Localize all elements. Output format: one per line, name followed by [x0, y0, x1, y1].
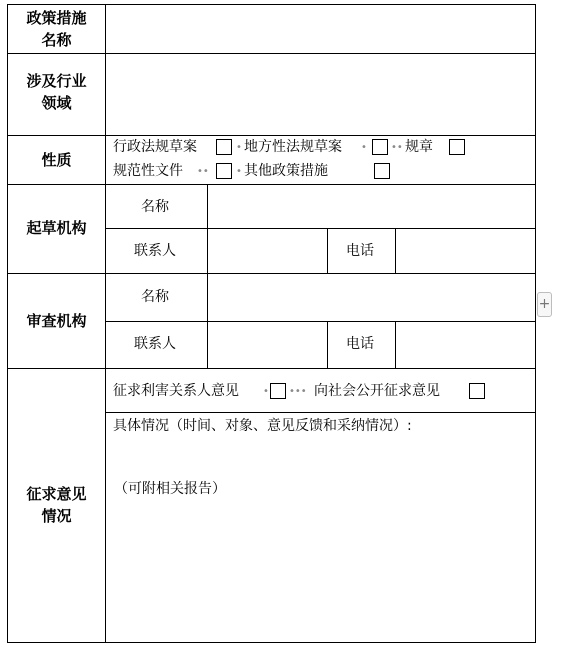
review-org-name-field[interactable] — [208, 274, 535, 321]
format-mark: • — [263, 386, 269, 397]
rules-checkbox[interactable] — [449, 139, 465, 155]
drafting-org-phone-field[interactable] — [396, 229, 535, 273]
admin-regulation-draft-checkbox[interactable] — [216, 139, 232, 155]
phone-label-left-divider — [327, 321, 328, 368]
row-divider — [7, 368, 536, 369]
public-consultation-checkbox[interactable] — [469, 383, 485, 399]
format-mark: • — [236, 166, 242, 177]
review-org-label: 审查机构 — [26, 312, 87, 330]
phone-label-left-divider — [327, 228, 328, 273]
consultation-option-stakeholders: 征求利害关系人意见 — [113, 383, 239, 399]
nature-option-local-regulation-draft: 地方性法规草案 — [244, 139, 342, 155]
drafting-org-name-field[interactable] — [208, 185, 535, 228]
consultation-option-public: 向社会公开征求意见 — [314, 383, 440, 399]
consultation-attachment-note: （可附相关报告） — [114, 481, 226, 497]
add-row-button[interactable]: + — [537, 292, 552, 317]
format-mark: •• — [197, 166, 209, 177]
format-mark: • — [236, 142, 242, 153]
review-org-phone-field[interactable] — [396, 322, 535, 368]
review-org-name-label: 名称 — [141, 289, 169, 305]
review-org-contact-label: 联系人 — [134, 336, 176, 352]
policy-name-field[interactable] — [106, 5, 535, 53]
consultation-details-label: 具体情况（时间、对象、意见反馈和采纳情况）: — [113, 418, 412, 434]
drafting-org-phone-label: 电话 — [346, 243, 374, 259]
review-org-contact-field[interactable] — [208, 322, 327, 368]
review-org-phone-label: 电话 — [346, 336, 374, 352]
table-border-bottom — [7, 642, 536, 643]
nature-option-normative-document: 规范性文件 — [113, 163, 183, 179]
stakeholders-checkbox[interactable] — [270, 383, 286, 399]
nature-label: 性质 — [41, 151, 72, 169]
other-policy-checkbox[interactable] — [374, 163, 390, 179]
industry-field[interactable] — [106, 54, 535, 135]
drafting-org-label: 起草机构 — [26, 219, 87, 237]
table-border-right — [535, 4, 536, 643]
consultation-details-field[interactable] — [106, 440, 535, 642]
format-mark: ••• — [289, 386, 307, 397]
format-mark: • — [361, 142, 367, 153]
subrow-divider — [105, 412, 536, 413]
nature-option-admin-regulation-draft: 行政法规草案 — [113, 139, 197, 155]
policy-name-label: 政策措施 名称 — [26, 9, 87, 49]
row-divider — [7, 135, 536, 136]
nature-option-rules: 规章 — [405, 139, 433, 155]
nature-option-other-policy: 其他政策措施 — [244, 163, 328, 179]
consultation-label: 征求意见 情况 — [26, 485, 87, 525]
industry-label: 涉及行业 领域 — [26, 72, 87, 112]
local-regulation-draft-checkbox[interactable] — [372, 139, 388, 155]
drafting-org-contact-field[interactable] — [208, 229, 327, 273]
format-mark: •• — [391, 142, 403, 153]
normative-document-checkbox[interactable] — [216, 163, 232, 179]
drafting-org-contact-label: 联系人 — [134, 243, 176, 259]
drafting-org-name-label: 名称 — [141, 199, 169, 215]
